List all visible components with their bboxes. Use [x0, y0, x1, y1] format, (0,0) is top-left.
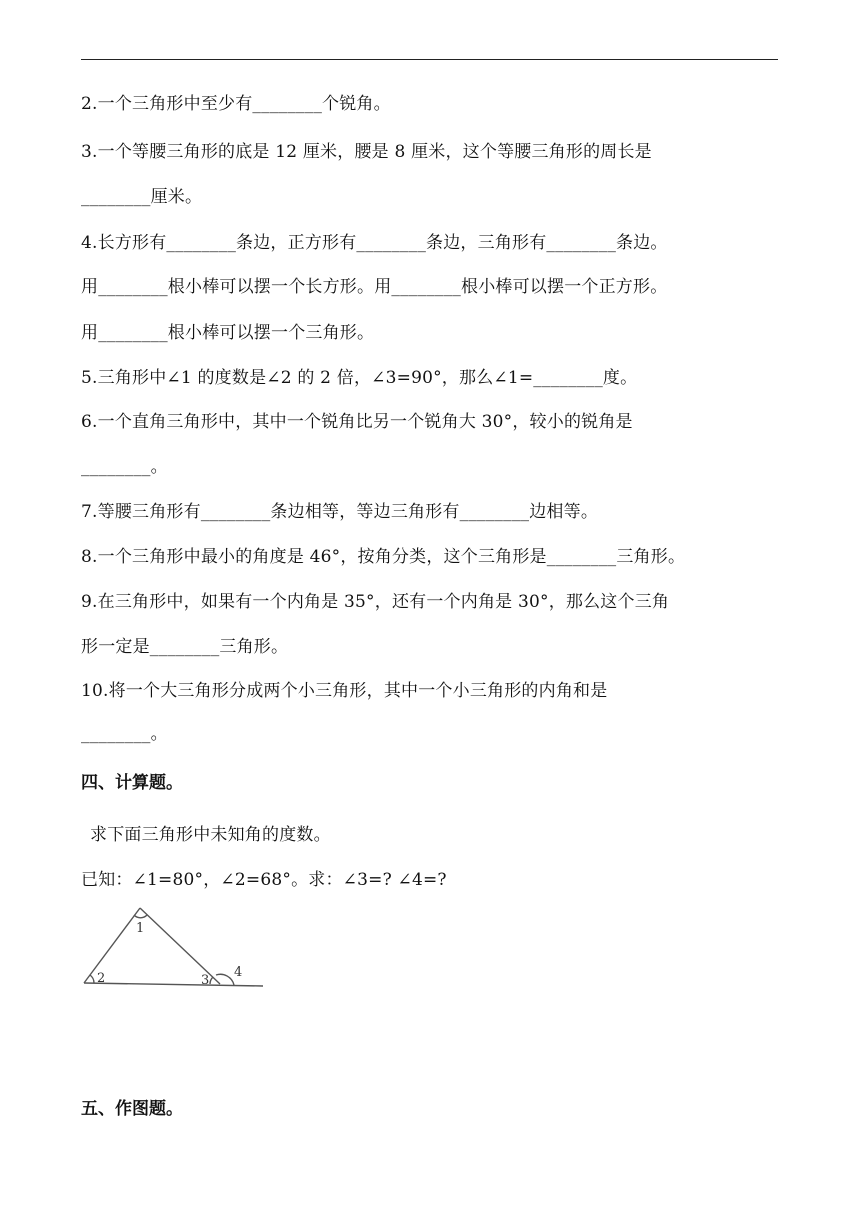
question-7: 7.等腰三角形有________条边相等，等边三角形有________边相等。	[81, 502, 599, 522]
question-5: 5.三角形中∠1 的度数是∠2 的 2 倍，∠3=90°，那么∠1=________度。	[81, 368, 638, 388]
question-10-line-2: ________。	[81, 724, 168, 744]
question-3-line-1: 3.一个等腰三角形的底是 12 厘米，腰是 8 厘米，这个等腰三角形的周长是	[81, 142, 652, 162]
triangle-figure	[80, 903, 265, 993]
question-9-line-2: 形一定是________三角形。	[81, 637, 289, 657]
question-4-line-2: 用________根小棒可以摆一个长方形。用________根小棒可以摆一个正方形。	[81, 277, 668, 297]
question-10-line-1: 10.将一个大三角形分成两个小三角形，其中一个小三角形的内角和是	[81, 681, 608, 701]
question-9-line-1: 9.在三角形中，如果有一个内角是 35°，还有一个内角是 30°，那么这个三角	[81, 592, 670, 612]
angle-3-arc	[210, 977, 213, 984]
question-4-line-1: 4.长方形有________条边，正方形有________条边，三角形有________条边。	[81, 233, 668, 253]
question-6-line-2: ________。	[81, 457, 168, 477]
left-side	[84, 908, 140, 983]
section-5-heading: 五、作图题。	[81, 1099, 183, 1119]
header-rule	[81, 59, 778, 60]
angle-3-label: 3	[201, 973, 210, 988]
question-4-line-3: 用________根小棒可以摆一个三角形。	[81, 323, 375, 343]
angle-1-arc	[134, 915, 147, 918]
section-4-instruction: 求下面三角形中未知角的度数。	[90, 825, 331, 845]
question-6-line-1: 6.一个直角三角形中，其中一个锐角比另一个锐角大 30°，较小的锐角是	[81, 412, 633, 432]
section-4-heading: 四、计算题。	[81, 773, 183, 793]
angle-1-label: 1	[136, 921, 145, 936]
section-4-given: 已知：∠1=80°，∠2=68°。求：∠3=? ∠4=?	[81, 870, 447, 890]
angle-4-label: 4	[234, 965, 243, 980]
question-8: 8.一个三角形中最小的角度是 46°，按角分类，这个三角形是________三角形。	[81, 547, 686, 567]
angle-2-label: 2	[97, 971, 106, 986]
angle-2-arc	[90, 975, 94, 983]
question-3-line-2: ________厘米。	[81, 187, 203, 207]
base-line	[84, 983, 263, 986]
question-2: 2.一个三角形中至少有________个锐角。	[81, 94, 391, 114]
